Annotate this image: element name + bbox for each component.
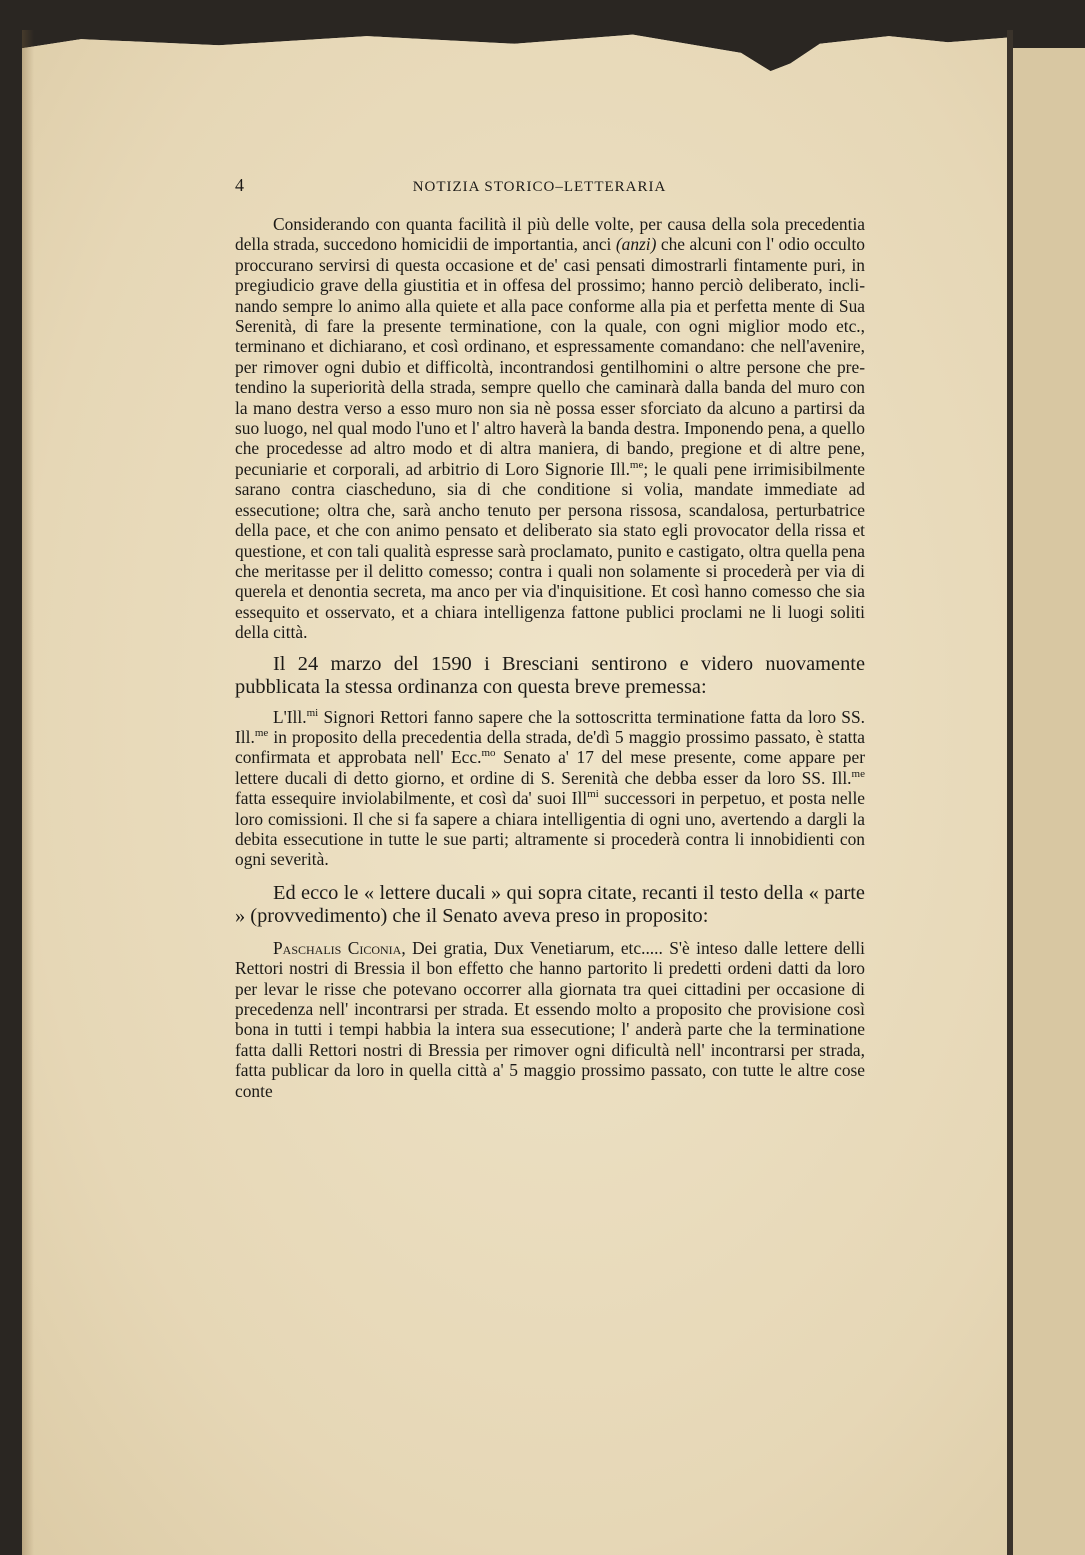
- paragraph-lettere-ducali: Ed ecco le « lettere ducali » qui sopra citate, recanti il testo della « parte » (provvedimento) che il Senato aveva preso in proposito:: [235, 881, 865, 927]
- paragraph-narrative-1590: Il 24 marzo del 1590 i Bresciani sentirono e videro nuovamente pubblicata la stessa ordinanza con questa breve premessa:: [235, 652, 865, 698]
- next-page-strip: [1013, 48, 1085, 1555]
- page-number: 4: [235, 175, 244, 195]
- paragraph-premessa: L'Ill.$^{mi}$ Signori Rettori fanno sapere che la sottoscritta terminatione fatta da loro SS. Ill.$^{me}$ in proposito della precedentia della strada, de'dì 5 maggio prossimo passato, è statta confirmata et approbata nell' Ecc.$^{mo}$ Senato a' 17 del mese presente, come appare per lettere ducali di detto giorno, et ordine di S. Serenità che debba esser da loro SS. Ill.$^{me}$ fatta essequire inviolabilmente, et così da' suoi Ill$^{mi}$ successori in perpetuo, et posta nelle loro comissioni. Il che si fa sapere a chiara intelligentia di ogni uno, avertendo a dargli la debita essecutione in tutte le sue parti; altramente si procederà contra li innobidienti con ogni severità.: [235, 706, 865, 870]
- paragraph-paschalis-ciconia: Paschalis Ciconia, Dei gratia, Dux Venetiarum, etc..... S'è inteso dalle lettere delli Rettori nostri di Bressia il bon effetto che hanno partorito li predetti ordeni datti da loro per levar le risse che potevano occorrer alla giornata tra quei cittadini per occasione di precedenza nell' incontrarsi per strada. Et essendo molto a proposito che provisione così bona in tutti i tempi habbia la intera sua essecutione; l' anderà parte che la terminatione fatta dalli Rettori nostri di Bressia per rimover ogni dificultà nell' incontrarsi per strada, fatta publicar da loro in quella città a' 5 maggio prossimo passato, con tutte le altre cose conte: [235, 937, 866, 1101]
- page-text: [235, 175, 865, 1101]
- page-header: [235, 175, 865, 196]
- paragraph-terminatione: Considerando con quanta facilità il più delle volte, per causa della sola precedentia della strada, succedono homicidii de importantia, anci (anzi) che alcuni con l' odio occulto proccurano servirsi di questa occasione et de' casi pensati dimostrarli fintamente puri, in pregiudicio grave della giustitia et in offesa del prossimo; hanno perciò deliberato, inclinando sempre lo animo alla quiete et alla pace conforme alla pia et perfetta mente di Sua Serenità, di fare la presente terminatione, con la quale, con ogni miglior modo etc., terminano et dichiarano, et così ordinano, et espressamente comandano: che nell'avenire, per rimover ogni dubio et difficoltà, incontrandosi gentilhomini o altre persone che pretendino la superiorità della strada, sempre quello che caminarà dalla banda del muro con la mano destra verso a esso muro non sia nè possa esser sforciato da alcuno a partirsi da suo luogo, nel qual modo l'uno et l' altro haverà la banda destra. Imponendo pena, a quello che procedesse ad altro modo et di altra maniera, di bando, pregione et di altre pene, pecuniarie et corporali, ad arbitrio di Loro Signorie Ill.$^{me}$; le quali pene irrimisibilmente sarano contra ciascheduno, sia di che conditione si volia, mandate immediate ad essecutione; oltra che, sarà ancho tenuto per persona rissosa, scandalosa, perturbatrice della pace, et che con animo pensato et deliberato sia stato egli provocator della rissa et questione, et con tali qualità espresse sarà proclamato, punito e castigato, oltra quella pena che meritasse per il delitto comesso; contra i quali non solamente si procederà per via di querela et denontia secreta, ma anco per via d'inquisitione. Et così hanno comesso che sia essequito et osservato, et a chiara intelligenza fattone publici proclami ne li luogi soliti della città.: [235, 214, 866, 643]
- doge-name: Paschalis Ciconia: [273, 937, 402, 958]
- running-title: NOTIZIA STORICO–LETTERARIA: [412, 179, 667, 195]
- italic-anzi: (anzi): [615, 234, 657, 255]
- page-binding-shadow: [22, 30, 34, 1555]
